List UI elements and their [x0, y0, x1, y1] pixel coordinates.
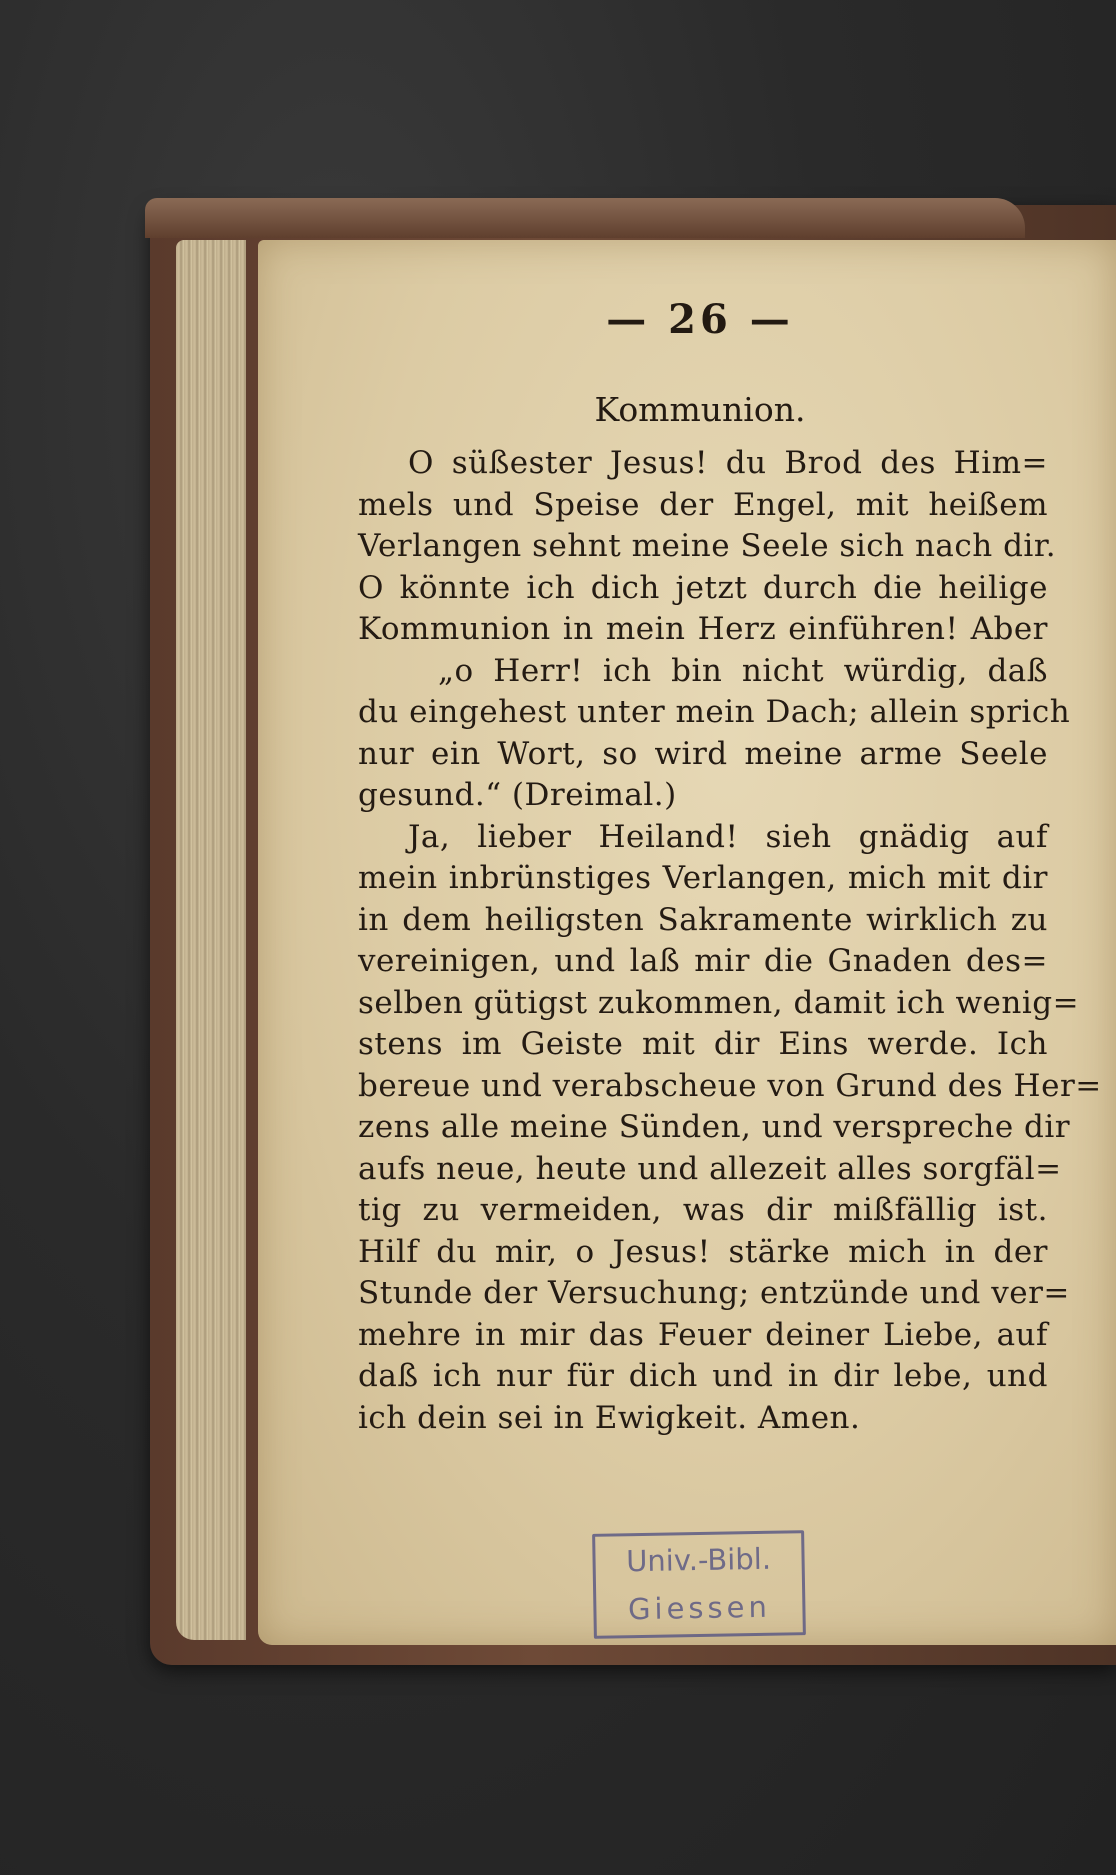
text-line: zens alle meine Sünden, und verspreche dir [358, 1109, 1071, 1145]
page-stack-edge [176, 240, 246, 1640]
library-stamp [592, 1530, 806, 1639]
text-line: Kommunion in mein Herz einführen! Aber [358, 611, 1048, 647]
text-line: Verlangen sehnt meine Seele sich nach dir. [358, 528, 1057, 564]
text-line: mein inbrünstiges Verlangen, mich mit dir [358, 860, 1048, 896]
text-line: nur ein Wort, so wird meine arme Seele [358, 735, 1048, 772]
text-line: daß ich nur für dich und in dir lebe, und [358, 1358, 1048, 1394]
text-line: bereue und verabscheue von Grund des Her= [358, 1067, 1102, 1104]
text-line: tig zu vermeiden, was dir mißfällig ist. [358, 1192, 1048, 1228]
text-line: Stunde der Versuchung; entzünde und ver= [358, 1275, 1070, 1311]
text-line: O könnte ich dich jetzt durch die heilige [358, 569, 1048, 606]
page-heading: Kommunion. [594, 390, 806, 429]
text-line: gesund.“ (Dreimal.) [358, 777, 677, 813]
text-line: Ja, lieber Heiland! sieh gnädig auf [408, 818, 1048, 855]
stamp-line-1: Univ.-Bibl. [625, 1541, 772, 1579]
text-line: vereinigen, und laß mir die Gnaden des= [358, 943, 1048, 979]
text-line: du eingehest unter mein Dach; allein sprich [358, 694, 1071, 730]
text-line: stens im Geiste mit dir Eins werde. Ich [358, 1026, 1048, 1062]
text-line: aufs neue, heute und allezeit alles sorgfäl= [358, 1150, 1062, 1187]
book-cover-top-edge [145, 198, 1025, 238]
text-line: „o Herr! ich bin nicht würdig, daß [438, 652, 1048, 689]
text-line: selben gütigst zukommen, damit ich wenig= [358, 984, 1080, 1021]
text-line: ich dein sei in Ewigkeit. Amen. [358, 1399, 861, 1436]
page-number: — 26 — [606, 296, 794, 343]
text-line: mehre in mir das Feuer deiner Liebe, auf [358, 1316, 1048, 1353]
text-line: in dem heiligsten Sakramente wirklich zu [358, 901, 1048, 938]
text-line: Hilf du mir, o Jesus! stärke mich in der [358, 1233, 1048, 1270]
text-line: mels und Speise der Engel, mit heißem [358, 486, 1048, 523]
text-line: O süßester Jesus! du Brod des Him= [408, 445, 1048, 481]
stamp-line-2: Giessen [627, 1589, 772, 1627]
body-text [358, 443, 1102, 1439]
